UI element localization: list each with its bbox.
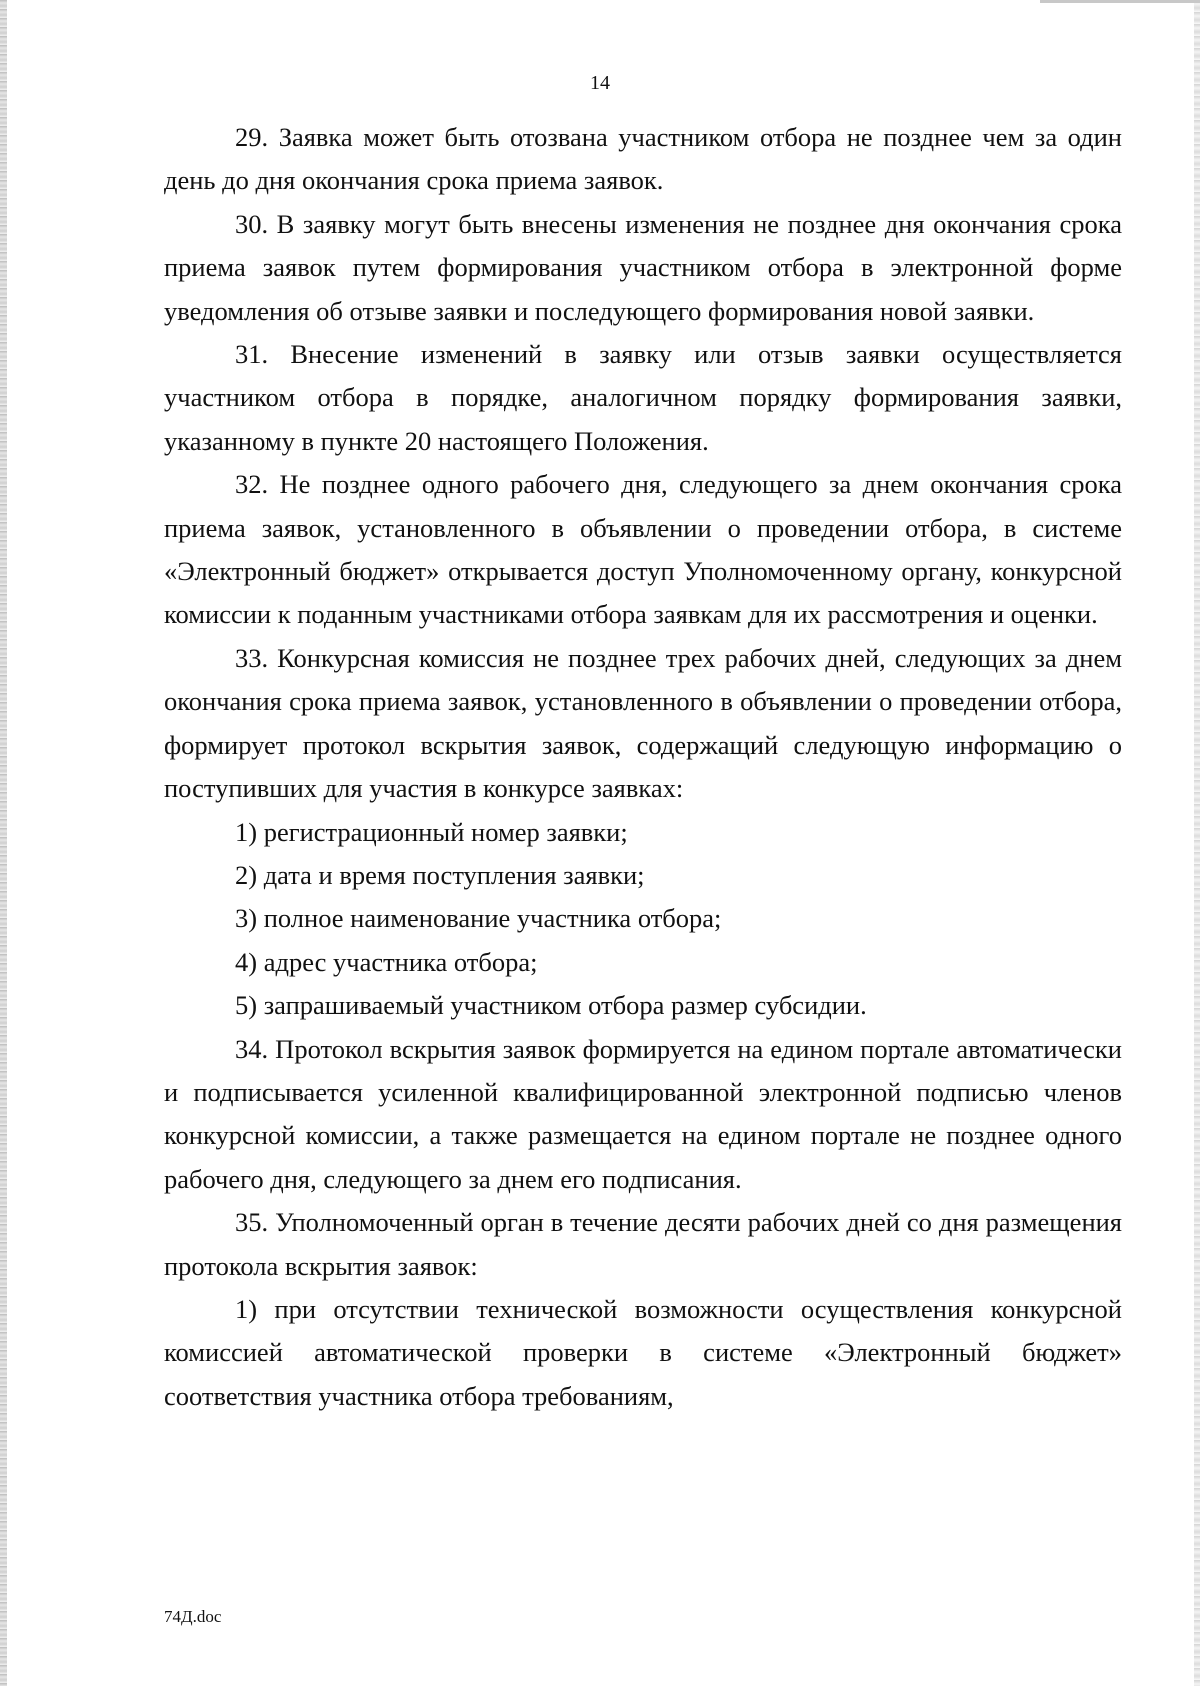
paragraph-31: 31. Внесение изменений в заявку или отзыв заявки осуществляется участником отбора в порядке, аналогичном порядку формирования заявки, указанному в пункте 20 настоящего Положения. bbox=[164, 339, 1122, 456]
paragraph-29: 29. Заявка может быть отозвана участником отбора не позднее чем за один день до дня окончания срока приема заявок. bbox=[164, 122, 1122, 196]
list-item: 3) полное наименование участника отбора; bbox=[235, 903, 722, 934]
paragraph-34: 34. Протокол вскрытия заявок формируется на едином портале автоматически и подписывается усиленной квалифицированной электронной подписью членов конкурсной комиссии, а также размещается на едином портале не позднее одного рабочего дня, следующего за днем его подписания. bbox=[164, 1033, 1122, 1194]
page-number: 14 bbox=[590, 72, 610, 94]
list-item: 1) регистрационный номер заявки; bbox=[235, 816, 628, 847]
list-item: 2) дата и время поступления заявки; bbox=[235, 859, 645, 890]
footer-filename: 74Д.doc bbox=[164, 1607, 222, 1626]
scan-edge-right bbox=[1194, 0, 1200, 1686]
list-item: 4) адрес участника отбора; bbox=[235, 946, 538, 977]
document-body bbox=[164, 116, 1122, 1418]
paragraph-35: 35. Уполномоченный орган в течение десяти рабочих дней со дня размещения протокола вскрытия заявок: bbox=[164, 1207, 1122, 1281]
list-item: 5) запрашиваемый участником отбора размер субсидии. bbox=[235, 990, 867, 1021]
scan-corner-mark bbox=[1040, 0, 1200, 3]
paragraph-33: 33. Конкурсная комиссия не позднее трех рабочих дней, следующих за днем окончания срока приема заявок, установленного в объявлении о проведении отбора, формирует протокол вскрытия заявок, содержащий следующую информацию о поступивших для участия в конкурсе заявках: bbox=[164, 642, 1122, 804]
scan-edge-left bbox=[0, 0, 7, 1686]
paragraph-30: 30. В заявку могут быть внесены изменения не позднее дня окончания срока приема заявок путем формирования участником отбора в электронной форме уведомления об отзыве заявки и последующего формирования новой заявки. bbox=[164, 208, 1122, 326]
list-item: 1) при отсутствии технической возможности осуществления конкурсной комиссией автоматической проверки в системе «Электронный бюджет» соответствия участника отбора требованиям, bbox=[164, 1293, 1122, 1411]
paragraph-32: 32. Не позднее одного рабочего дня, следующего за днем окончания срока приема заявок, установленного в объявлении о проведении отбора, в системе «Электронный бюджет» открывается доступ Уполномоченному органу, конкурсной комиссии к поданным участниками отбора заявкам для их рассмотрения и оценки. bbox=[164, 469, 1122, 630]
